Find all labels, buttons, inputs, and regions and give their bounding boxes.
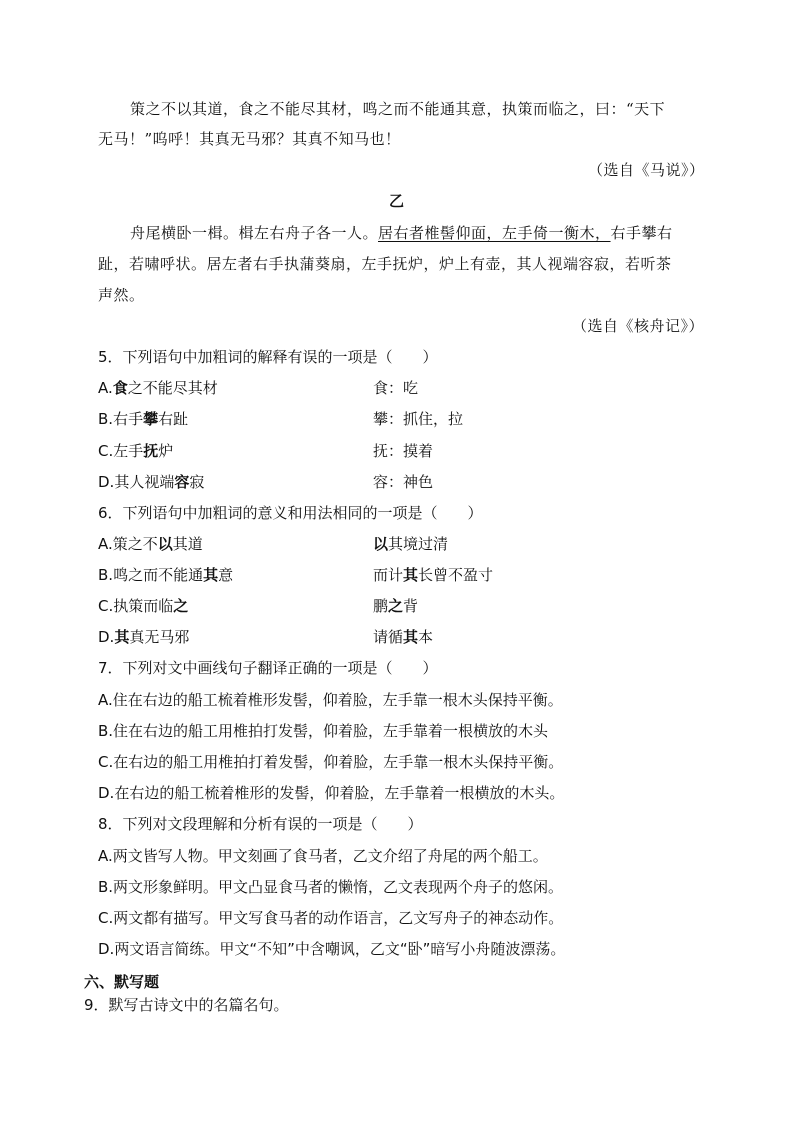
option-letter: C. xyxy=(98,442,114,460)
q8-stem: 8．下列对文段理解和分析有误的一项是（ ） xyxy=(98,815,423,833)
passage-a-line-2: 无马！”呜呼！其真无马邪？其真不知马也！ xyxy=(98,130,401,148)
passage-b-source: （选自《核舟记》） xyxy=(572,317,705,335)
option-text-pre: 其人视端 xyxy=(114,473,175,491)
option-text-pre: 左手 xyxy=(113,442,144,460)
passage-a-line-1: 策之不以其道，食之不能尽其材，鸣之而不能通其意，执策而临之，曰：“天下 xyxy=(130,100,666,118)
passage-b-title: 乙 xyxy=(389,192,405,210)
compare-text-pre: 请循 xyxy=(373,628,404,646)
option-text-post: 右趾 xyxy=(158,410,189,428)
q6-option-c xyxy=(98,595,188,616)
passage-b-line-1-pre: 舟尾横卧一楫。楫左右舟子各一人。 xyxy=(130,224,379,242)
bold-word: 其 xyxy=(403,566,419,584)
compare-text-post: 长曾不盈寸 xyxy=(418,566,494,584)
q8-option-d: D.两文语言简练。甲文“不知”中含嘲讽，乙文“卧”暗写小舟随波漂荡。 xyxy=(98,940,566,958)
option-text-post: 真无马邪 xyxy=(129,628,190,646)
option-text-post: 意 xyxy=(218,566,234,584)
q6-option-b xyxy=(98,564,233,585)
option-text-pre: 执策而临 xyxy=(113,597,174,615)
q8-option-b: B.两文形象鲜明。甲文凸显食马者的懒惰，乙文表现两个舟子的悠闲。 xyxy=(98,878,564,896)
bold-word: 之 xyxy=(173,597,189,615)
q5-option-c-explanation: 抚：摸着 xyxy=(373,442,434,460)
q6-option-c-compare xyxy=(373,595,418,616)
bold-word: 之 xyxy=(388,597,404,615)
passage-b-line-2: 趾，若啸呼状。居左者右手执蒲葵扇，左手抚炉，炉上有壶，其人视端容寂，若听茶 xyxy=(98,255,672,273)
compare-text-pre: 鹏 xyxy=(373,597,389,615)
q5-option-b xyxy=(98,408,188,429)
option-text-pre: 策之不 xyxy=(112,535,158,553)
option-letter: A. xyxy=(98,379,113,397)
q7-option-b: B.住在右边的船工用椎拍打发髻，仰着脸，左手靠着一根横放的木头 xyxy=(98,722,549,740)
bold-word: 其 xyxy=(114,628,130,646)
q7-option-c: C.在右边的船工用椎拍打着发髻，仰着脸，左手靠一根木头保持平衡。 xyxy=(98,753,564,771)
bold-word: 以 xyxy=(157,535,173,553)
q6-option-d-compare xyxy=(373,626,433,647)
q6-option-d xyxy=(98,626,189,647)
option-letter: D. xyxy=(98,628,115,646)
q5-option-d-explanation: 容：神色 xyxy=(373,473,434,491)
option-text-post: 之不能尽其材 xyxy=(127,379,218,397)
section-heading: 六、默写题 xyxy=(84,973,160,991)
bold-word: 抚 xyxy=(143,442,159,460)
option-text-pre: 鸣之而不能通 xyxy=(113,566,204,584)
passage-b-line-1 xyxy=(130,222,673,243)
option-letter: D. xyxy=(98,473,115,491)
bold-word: 食 xyxy=(112,379,128,397)
option-letter: A. xyxy=(98,535,113,553)
q5-option-d xyxy=(98,471,204,492)
underlined-sentence: 居右者椎髻仰面，左手倚一衡木， xyxy=(378,224,611,242)
compare-text-post: 背 xyxy=(403,597,419,615)
q8-option-c: C.两文都有描写。甲文写食马者的动作语言，乙文写舟子的神态动作。 xyxy=(98,909,564,927)
option-text-post: 其道 xyxy=(172,535,203,553)
q5-option-a xyxy=(98,377,218,398)
q5-option-a-explanation: 食：吃 xyxy=(373,379,419,397)
compare-text-post: 本 xyxy=(418,628,434,646)
bold-word: 以 xyxy=(373,535,389,553)
bold-word: 容 xyxy=(174,473,190,491)
q7-option-d: D.在右边的船工梳着椎形的发髻，仰着脸，左手靠着一根横放的木头。 xyxy=(98,784,565,802)
option-letter: B. xyxy=(98,410,114,428)
q6-option-a xyxy=(98,533,203,554)
q5-option-b-explanation: 攀：抓住，拉 xyxy=(373,410,464,428)
compare-text-pre: 而计 xyxy=(373,566,404,584)
q6-option-a-compare xyxy=(373,533,448,554)
passage-b-line-1-post: 右手攀右 xyxy=(610,224,673,242)
option-letter: B. xyxy=(98,566,114,584)
q7-option-a: A.住在右边的船工梳着椎形发髻，仰着脸，左手靠一根木头保持平衡。 xyxy=(98,691,563,709)
passage-a-source: （选自《马说》） xyxy=(588,161,705,179)
q8-option-a: A.两文皆写人物。甲文刻画了食马者，乙文介绍了舟尾的两个船工。 xyxy=(98,847,548,865)
option-text-post: 炉 xyxy=(158,442,174,460)
option-text-post: 寂 xyxy=(189,473,205,491)
q6-stem: 6．下列语句中加粗词的意义和用法相同的一项是（ ） xyxy=(98,504,483,522)
option-letter: C. xyxy=(98,597,114,615)
q9-stem: 9．默写古诗文中的名篇名句。 xyxy=(84,996,289,1014)
q5-stem: 5．下列语句中加粗词的解释有误的一项是（ ） xyxy=(98,348,438,366)
bold-word: 其 xyxy=(403,628,419,646)
passage-b-line-3: 声然。 xyxy=(98,286,145,304)
q5-option-c xyxy=(98,440,173,461)
q6-option-b-compare xyxy=(373,564,493,585)
option-text-pre: 右手 xyxy=(113,410,144,428)
q7-stem: 7．下列对文中画线句子翻译正确的一项是（ ） xyxy=(98,659,438,677)
bold-word: 攀 xyxy=(143,410,159,428)
bold-word: 其 xyxy=(203,566,219,584)
compare-text-post: 其境过清 xyxy=(388,535,449,553)
